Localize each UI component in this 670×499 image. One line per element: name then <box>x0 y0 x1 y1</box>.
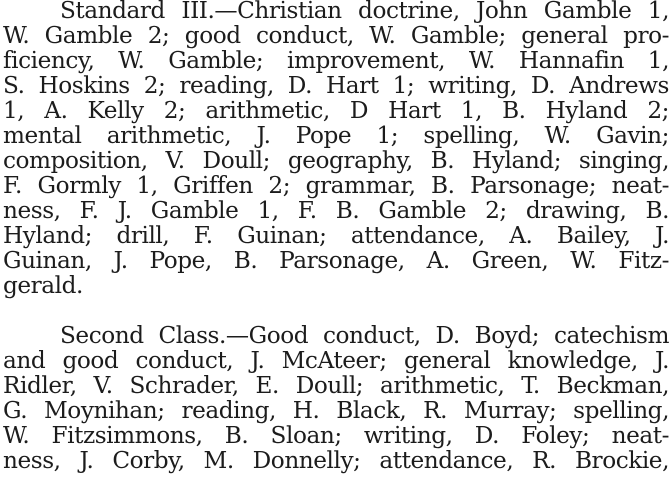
text-line: Standard III.—Christian doctrine, John Gamble 1, <box>60 0 669 24</box>
text-line: Hyland; drill, F. Guinan; attendance, A. Bailey, J. <box>3 222 669 249</box>
text-line: ness, F. J. Gamble 1, F. B. Gamble 2; drawing, B. <box>3 197 669 224</box>
text-line: and good conduct, J. McAteer; general knowledge, J. <box>3 347 669 374</box>
text-line: Guinan, J. Pope, B. Parsonage, A. Green, W. Fitz- <box>3 247 669 274</box>
text-line: composition, V. Doull; geography, B. Hyland; singing, <box>3 147 669 174</box>
text-line: ficiency, W. Gamble; improvement, W. Hannafin 1, <box>3 47 669 74</box>
text-line: G. Moynihan; reading, H. Black, R. Murray; spelling, <box>3 397 669 424</box>
text-line: mental arithmetic, J. Pope 1; spelling, W. Gavin; <box>3 122 669 149</box>
document-page <box>3 0 670 499</box>
text-line: W. Fitzsimmons, B. Sloan; writing, D. Foley; neat- <box>3 422 669 449</box>
text-line: W. Gamble 2; good conduct, W. Gamble; general pro- <box>3 22 669 49</box>
text-line: Second Class.—Good conduct, D. Boyd; catechism <box>60 322 669 349</box>
text-line: S. Hoskins 2; reading, D. Hart 1; writing, D. Andrews <box>3 72 669 99</box>
text-line: 1, A. Kelly 2; arithmetic, D Hart 1, B. Hyland 2; <box>3 97 669 124</box>
text-line: ness, J. Corby, M. Donnelly; attendance, R. Brockie, <box>3 447 669 474</box>
text-line: gerald. <box>3 272 83 299</box>
text-line: Ridler, V. Schrader, E. Doull; arithmetic, T. Beckman, <box>3 372 669 399</box>
text-line: F. Gormly 1, Griffen 2; grammar, B. Parsonage; neat- <box>3 172 669 199</box>
